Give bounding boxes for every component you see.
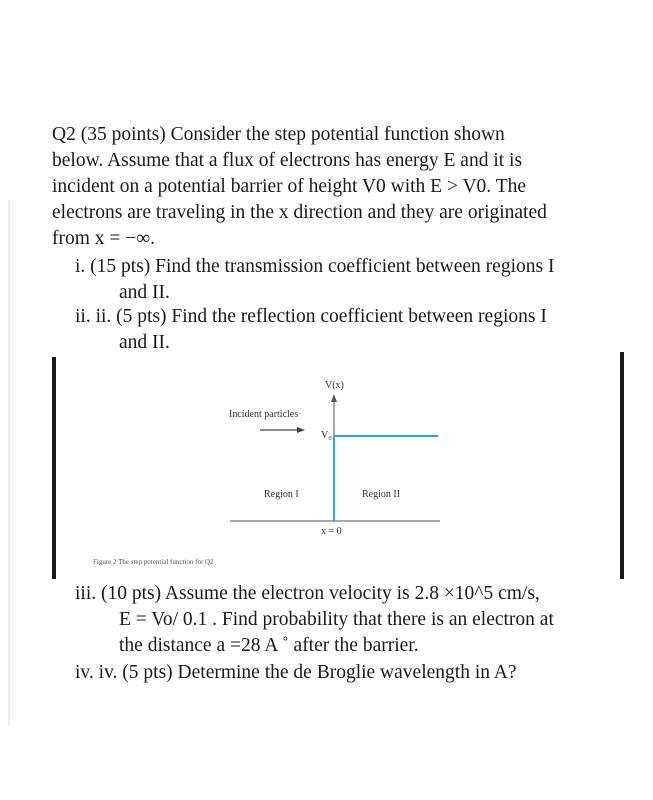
part-i: [75, 254, 630, 306]
region-1-label: Region I: [264, 489, 299, 500]
question-text: [52, 122, 622, 252]
part-ii: [75, 304, 630, 356]
part-iii-line: E = Vo/ 0.1 . Find probability that there is an electron at: [119, 609, 554, 630]
question-line: Q2 (35 points) Consider the step potential function shown: [52, 124, 505, 145]
part-i-line: i. (15 pts) Find the transmission coefficient between regions I: [75, 256, 555, 277]
part-iii-line: iii. (10 pts) Assume the electron velocity is 2.8 ×10^5 cm/s,: [75, 583, 540, 604]
region-2-label: Region II: [362, 489, 401, 500]
step-potential-figure: [70, 368, 590, 573]
part-i-line: and II.: [119, 282, 170, 303]
question-line: electrons are traveling in the x direction and they are originated: [52, 202, 547, 223]
figure-border-right: [620, 352, 624, 579]
part-iv: [75, 660, 630, 686]
page-edge-line: [8, 200, 10, 725]
question-line: below. Assume that a flux of electrons has energy E and it is: [52, 150, 523, 171]
v0-label: V₀: [321, 430, 332, 441]
question-line: incident on a potential barrier of height V0 with E > V0. The: [52, 176, 527, 197]
v-axis-arrowhead: [331, 394, 337, 402]
origin-label: x = 0: [321, 526, 342, 537]
part-iv-line: iv. iv. (5 pts) Determine the de Broglie wavelength in A?: [75, 662, 517, 683]
step-potential-diagram: [70, 368, 590, 573]
part-ii-line: and II.: [119, 332, 170, 353]
incident-arrowhead: [297, 427, 305, 433]
question-line: from x = −∞.: [52, 228, 156, 249]
figure-border-left: [52, 357, 56, 579]
axis-label-vx: V(x): [325, 380, 344, 391]
figure-caption: Figure 2 The step potential function for Q2: [93, 558, 214, 566]
part-iii: [75, 581, 630, 659]
part-ii-line: ii. ii. (5 pts) Find the reflection coefficient between regions I: [75, 306, 547, 327]
incident-particles-label: Incident particles: [229, 409, 299, 420]
part-iii-line: the distance a =28 A ˚ after the barrier.: [119, 635, 419, 656]
